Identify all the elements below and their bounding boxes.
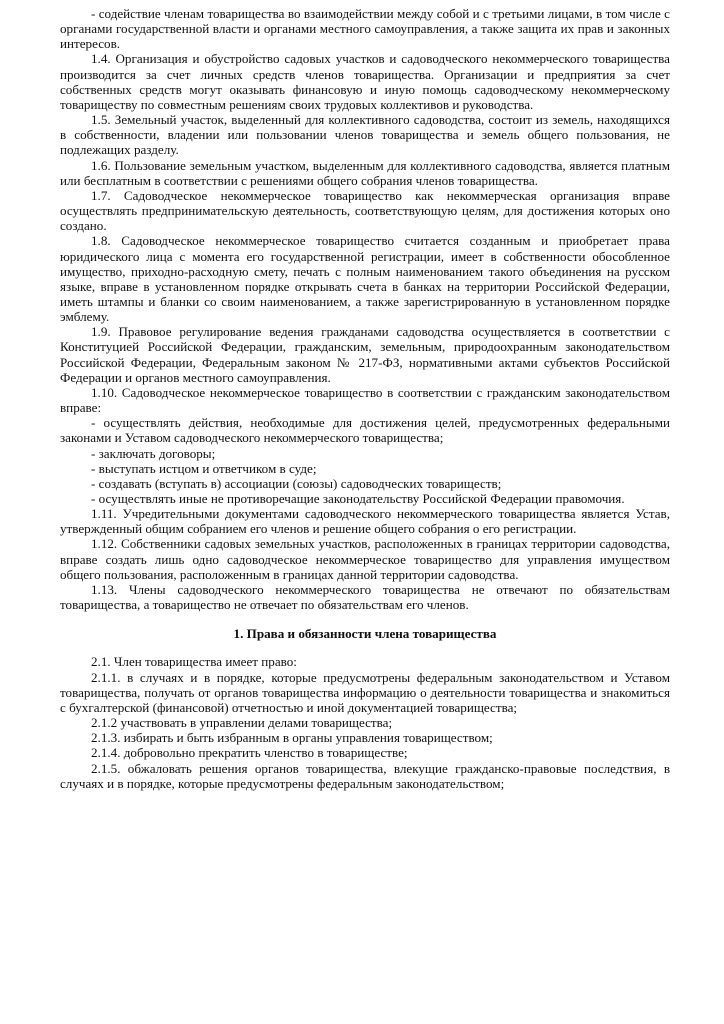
list-item-actions: - осуществлять действия, необходимые для достижения целей, предусмотренных федеральными законами и Уставом садоводческого некоммерческого товарищества; — [60, 415, 670, 446]
list-item-contracts: - заключать договоры; — [91, 445, 216, 461]
paragraph-2-1: 2.1. Член товарищества имеет право: — [91, 654, 297, 670]
paragraph-1-10: 1.10. Садоводческое некоммерческое товарищество в соответствии с гражданским законодательством вправе: — [60, 384, 670, 416]
paragraph-1-11: 1.11. Учредительными документами садоводческого некоммерческого товарищества является Устав, утвержденный общим собранием его членов и решение общего собрания о его регистрации. — [60, 506, 670, 537]
section-2 — [60, 654, 670, 790]
paragraph-2-1-4: 2.1.4. добровольно прекратить членство в товариществе; — [91, 745, 408, 761]
paragraph-1-6: 1.6. Пользование земельным участком, выделенным для коллективного садоводства, является платным или бесплатным в соответствии с решениями общего собрания членов товарищества. — [60, 157, 670, 188]
paragraph-1-5: 1.5. Земельный участок, выделенный для коллективного садоводства, состоит из земель, находящихся в собственности, владении или пользовании членов товарищества и земель общего пользования, не подлежащих разделу. — [60, 112, 670, 158]
list-item-associations: - создавать (вступать в) ассоциации (союзы) садоводческих товариществ; — [91, 475, 502, 491]
paragraph-2-1-2: 2.1.2 участвовать в управлении делами товарищества; — [91, 715, 393, 731]
paragraph-1-7: 1.7. Садоводческое некоммерческое товарищество как некоммерческая организация вправе осуществлять предпринимательскую деятельность, соответствующую целям, для достижения которых оно создано. — [60, 187, 670, 234]
paragraph-1-9: 1.9. Правовое регулирование ведения гражданами садоводства осуществляется в соответствии с Конституцией Российской Федерации, гражданским, земельным, природоохранным законодательством Российской Федерации, Федеральным законом № 217-ФЗ, нормативными актами субъектов Российской Федерации и органов местного самоуправления. — [60, 324, 670, 385]
paragraph-1-8: 1.8. Садоводческое некоммерческое товарищество считается созданным и приобретает права юридического лица с момента его государственной регистрации, имеет в собственности обособленное имущество, приходно-расходную смету, печать с полным наименованием такого объединения на русском языке, вправе в установленном порядке открывать счета в банках на территории Российской Федерации, иметь штампы и бланки со своим наименованием, а также зарегистрированную в установленном порядке эмблему. — [60, 233, 670, 325]
paragraph-2-1-3: 2.1.3. избирать и быть избранным в органы управления товариществом; — [91, 730, 493, 746]
paragraph-2-1-1: 2.1.1. в случаях и в порядке, которые предусмотрены федеральным законодательством и Уставом товарищества, получать от органов товарищества информацию о деятельности товарищества и знакомиться с бухгалтерской (финансовой) отчетностью и иной документацией товарищества; — [60, 669, 670, 715]
paragraph-1-4: 1.4. Организация и обустройство садовых участков и садоводческого некоммерческого товарищества производится за счет личных средств членов товарищества. Организации и предприятия за счет собственных средств могут оказывать финансовую и иную помощь садоводческому некоммерческому товариществу по совместным решениям своих трудовых коллективов и руководства. — [60, 51, 670, 112]
section-1-continued — [60, 6, 670, 612]
list-item-other-powers: - осуществлять иные не противоречащие законодательству Российской Федерации правомочия. — [91, 491, 625, 506]
paragraph-1-13: 1.13. Члены садоводческого некоммерческого товарищества не отвечают по обязательствам товарищества, а товарищество не отвечает по обязательствам его членов. — [60, 581, 670, 613]
paragraph-1-12: 1.12. Собственники садовых земельных участков, расположенных в границах территории садоводства, вправе создать лишь одно садоводческое некоммерческое товарищество для управления имуществом общего пользования, расположенным в границах данной территории садоводства. — [60, 536, 670, 582]
list-item-court: - выступать истцом и ответчиком в суде; — [91, 460, 317, 476]
paragraph-2-1-5: 2.1.5. обжаловать решения органов товарищества, влекущие гражданско-правовые последствия, в случаях и в порядке, которые предусмотрены федеральным законодательством; — [60, 760, 670, 791]
paragraph-bullet-assistance: - содействие членам товарищества во взаимодействии между собой и с третьими лицами, в том числе с органами государственной власти и органами местного самоуправления, а также защита их прав и законных интересов. — [60, 6, 670, 52]
section-heading: 1. Права и обязанности члена товарищества — [233, 626, 497, 642]
